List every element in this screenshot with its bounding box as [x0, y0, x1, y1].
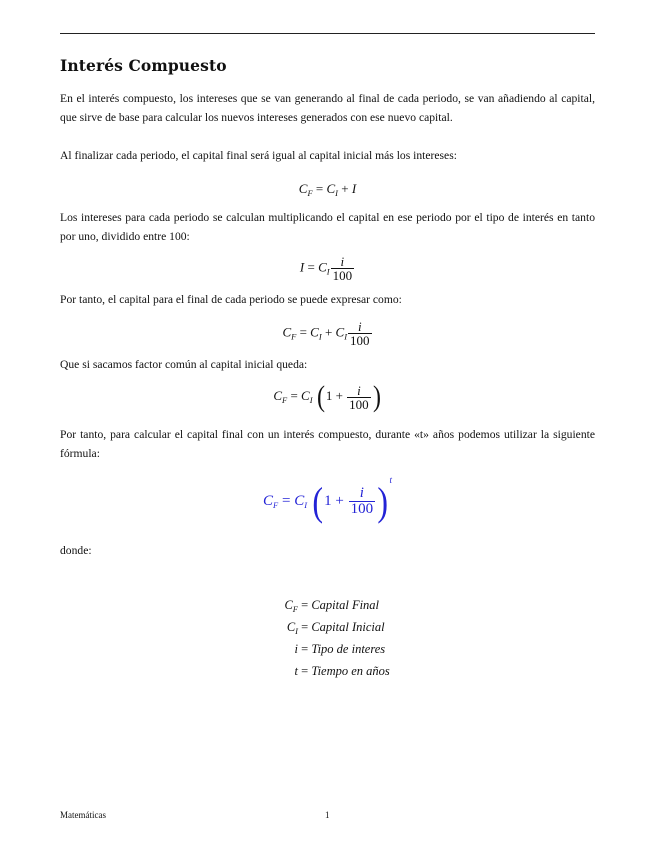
paragraph-expression: Por tanto, el capital para el final de cada periodo se puede expresar como: — [60, 293, 402, 306]
header-rule — [60, 33, 595, 34]
section-title: Interés Compuesto — [60, 56, 227, 75]
equation-compound-interest: $C_F = C_I$ (1 + $\frac{i}{100}$ )$^t$ — [263, 475, 392, 524]
paragraph-common-factor: Que si sacamos factor común al capital inicial queda: — [60, 358, 308, 371]
equation-cf-sum: $C_F = C_I + I$ — [298, 181, 357, 198]
footer-page-number: 1 — [325, 810, 330, 820]
exponent-t: t — [389, 475, 392, 485]
definition-row: $C_I$ = Capital Inicial — [286, 620, 385, 636]
paragraph-intro: En el interés compuesto, los intereses que se van generando al final de cada periodo, se van añadiendo al capital, que sirve de base para calcular los nuevos intereses generados con ese nuevo capital. — [60, 92, 595, 124]
fraction-i-100: $\frac{i}{100}$ — [350, 485, 374, 518]
definitions-list — [258, 594, 390, 682]
fraction-i-100: $\frac{i}{100}$ — [350, 319, 370, 348]
paragraph-interest-calc: Los intereses para cada periodo se calculan multiplicando el capital en ese periodo por el tipo de interés en tanto por uno, dividido entre 100: — [60, 211, 595, 243]
paragraph-formula-intro: Por tanto, para calcular el capital final con un interés compuesto, durante «t» años podemos utilizar la siguiente fórmula: — [60, 428, 595, 460]
definition-row: t = Tiempo en años — [294, 664, 390, 678]
equation-interest: $I = C_I$ $\frac{i}{100}$ — [299, 254, 353, 283]
fraction-i-100: $\frac{i}{100}$ — [349, 382, 369, 412]
definition-row: $C_F$ = Capital Final — [284, 598, 380, 614]
paragraph-final-capital: Al finalizar cada periodo, el capital final será igual al capital inicial más los intereses: — [60, 149, 457, 162]
equation-cf-expanded: $C_F = C_I + C_I$ $\frac{i}{100}$ — [282, 319, 370, 348]
paragraph-where: donde: — [60, 544, 92, 557]
fraction-i-100: $\frac{i}{100}$ — [332, 254, 353, 283]
equation-cf-factored: $C_F = C_I$ (1 + $\frac{i}{100}$ ) — [273, 380, 381, 413]
footer-subject: Matemáticas — [60, 810, 106, 820]
definition-row: i = Tipo de interes — [294, 642, 386, 656]
